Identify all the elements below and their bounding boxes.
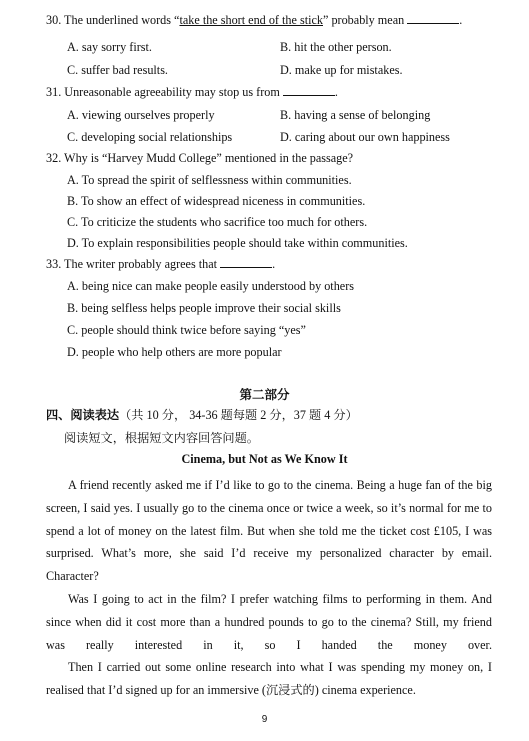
q30-option-d: D. make up for mistakes. bbox=[280, 63, 403, 77]
q32-option-a: A. To spread the spirit of selflessness within communities. bbox=[67, 173, 352, 187]
q32-option-b: B. To show an effect of widespread niceness in communities. bbox=[67, 194, 366, 208]
q32-option-c: C. To criticize the students who sacrifice too much for others. bbox=[67, 215, 368, 229]
q31-option-d: D. caring about our own happiness bbox=[280, 130, 450, 144]
question-32: 32. Why is “Harvey Mudd College” mentioned in the passage? bbox=[46, 151, 354, 165]
q33-option-b: B. being selfless helps people improve their social skills bbox=[67, 301, 341, 315]
question-30: 30. The underlined words “take the short end of the stick” probably mean . bbox=[46, 13, 463, 27]
q31-option-a: A. viewing ourselves properly bbox=[67, 108, 215, 122]
q31-option-c: C. developing social relationships bbox=[67, 130, 233, 144]
q33-option-a: A. being nice can make people easily understood by others bbox=[67, 279, 354, 293]
q33-stem: 33. The writer probably agrees that bbox=[46, 257, 218, 271]
q30-underlined-phrase: take the short end of the stick bbox=[179, 13, 323, 27]
q30-option-c: C. suffer bad results. bbox=[67, 63, 168, 77]
part-title: 四、阅读表达 bbox=[46, 408, 120, 422]
part-scoring: （共 10 分， 34-36 题每题 2 分，37 题 4 分） bbox=[119, 408, 358, 422]
part-heading bbox=[46, 408, 358, 423]
part-instruction: 阅读短文，根据短文内容回答问题。 bbox=[64, 431, 259, 445]
answer-blank bbox=[407, 13, 459, 24]
q30-stem-start: 30. The underlined words “ bbox=[46, 13, 180, 27]
q30-option-b: B. hit the other person. bbox=[280, 40, 392, 54]
q32-option-d: D. To explain responsibilities people should take within communities. bbox=[67, 236, 408, 250]
answer-blank bbox=[220, 257, 272, 268]
passage-paragraph-2: Was I going to act in the film? I prefer watching films to performing in them. And since when did it cost more than a hundred pounds to go to the cinema? Still, my friend was really interested in it, so I handed the money over. bbox=[46, 592, 492, 652]
passage-title: Cinema, but Not as We Know It bbox=[181, 452, 348, 466]
q31-stem: 31. Unreasonable agreeability may stop us from bbox=[46, 85, 280, 99]
passage-paragraph-1: A friend recently asked me if I’d like to go to the cinema. Being a huge fan of the big screen, I said yes. I usually go to the cinema once or twice a week, so it’s normal for me to spend a lot of money on the latest film. But when she told me the ticket cost £105, I was surprised. What’s more, she said I’d receive my personalized character by email. Character? bbox=[46, 478, 492, 584]
q31-option-b: B. having a sense of belonging bbox=[280, 108, 431, 122]
section-title: 第二部分 bbox=[239, 388, 290, 402]
passage-paragraph-3: Then I carried out some online research into what I was spending my money on, I realised that I’d signed up for an immersive (沉浸式的) cinema experience. bbox=[46, 660, 492, 697]
question-31: 31. Unreasonable agreeability may stop us from . bbox=[46, 85, 338, 99]
q33-option-c: C. people should think twice before saying “yes” bbox=[67, 323, 306, 337]
q30-option-a: A. say sorry first. bbox=[67, 40, 152, 54]
q33-option-d: D. people who help others are more popular bbox=[67, 345, 282, 359]
q30-stem-end: ” probably mean bbox=[322, 13, 405, 27]
answer-blank bbox=[283, 85, 335, 96]
page-number: 9 bbox=[261, 714, 268, 725]
question-33: 33. The writer probably agrees that . bbox=[46, 257, 276, 271]
